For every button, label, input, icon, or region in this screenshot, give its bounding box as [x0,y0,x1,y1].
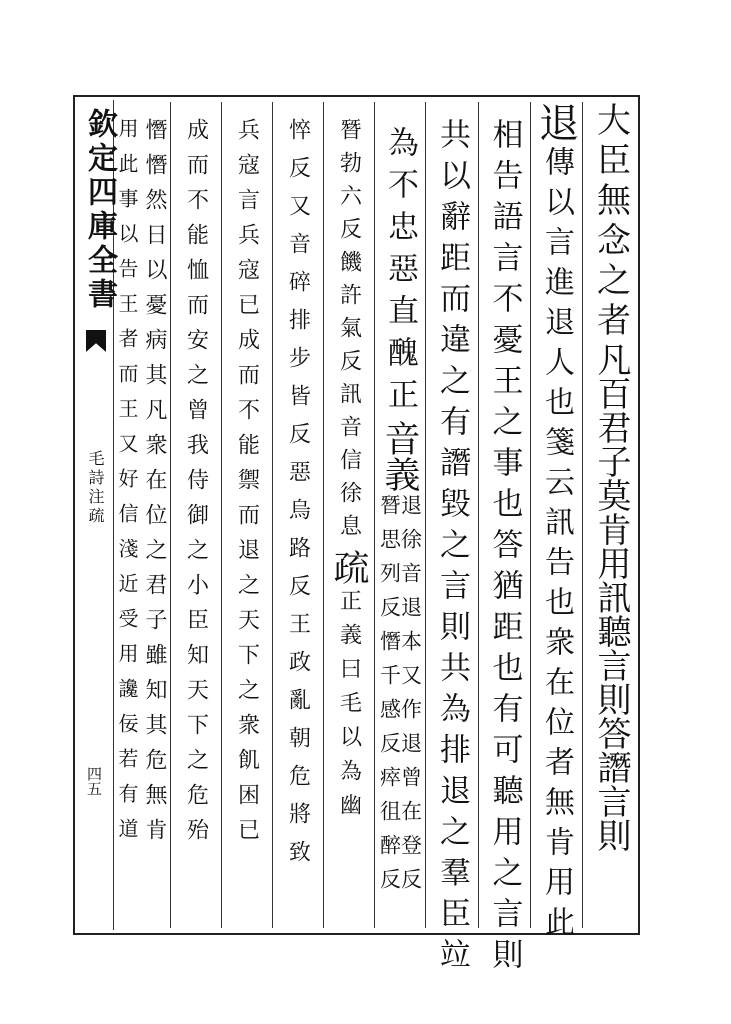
commentary-text: 朁勃六反饑許氣反訊音信徐息 [336,118,362,547]
text-column-7 [274,102,321,927]
text-column-6 [325,102,372,927]
work-title: 毛詩注疏 [86,450,105,526]
text-column-10 [138,102,170,927]
text-column-2 [532,102,580,946]
commentary-text: 為不忠惡直醜正 [382,126,418,420]
text-column-8 [223,102,270,927]
commentary-text: 憯憯然日以憂病其凡衆在位之君子雖知其危無肯 [142,118,167,853]
column-divider [170,102,171,928]
column-divider [425,102,426,928]
commentary-text: 兵寇言兵寇已成而不能禦而退之天下之衆飢困已 [234,118,260,853]
commentary-text: 傳以言進退人也箋云訊告也衆在位者無肯用此 [539,146,574,946]
main-text: 凡百君子莫肯用訊聽言則答譖言則 [591,342,631,852]
main-text: 退 [532,102,579,142]
book-title: 欽定四庫全書 [82,108,117,312]
column-divider [272,102,273,928]
text-column-5 [376,102,423,927]
text-column-3 [480,102,528,979]
main-text-head: 大臣無念之者 [590,102,631,342]
commentary-text: 悴反又音碎排步皆反惡烏路反王政亂朝危將致 [285,118,311,878]
text-column-4 [427,102,476,979]
commentary-text-left: 朁思列反憯千感反瘁徂醉反 [377,494,402,902]
section-mark-yinyi: 音義 [379,420,420,492]
commentary-text: 共以辭距而違之有譖毀之言則共為排退之羣臣竝 [434,118,470,979]
commentary-text: 相告語言不憂王之事也答猶距也有可聽用之言則 [486,118,523,979]
commentary-text: 正義曰毛以為幽 [336,589,362,827]
column-divider [221,102,222,928]
commentary-text: 成而不能恤而安之曾我侍御之小臣知天下之危殆 [183,118,209,853]
text-column-9 [172,102,219,927]
text-column-1 [584,102,638,927]
commentary-text: 用此事以告王者而王又好信淺近受用讒佞若有道 [115,118,139,853]
section-mark-shu: 疏 [328,549,369,585]
column-divider [478,102,479,928]
text-column-11 [114,102,140,927]
page-number: 四五 [85,766,103,796]
commentary-text-right: 退徐音退本又作退曾在登反 [398,494,423,902]
